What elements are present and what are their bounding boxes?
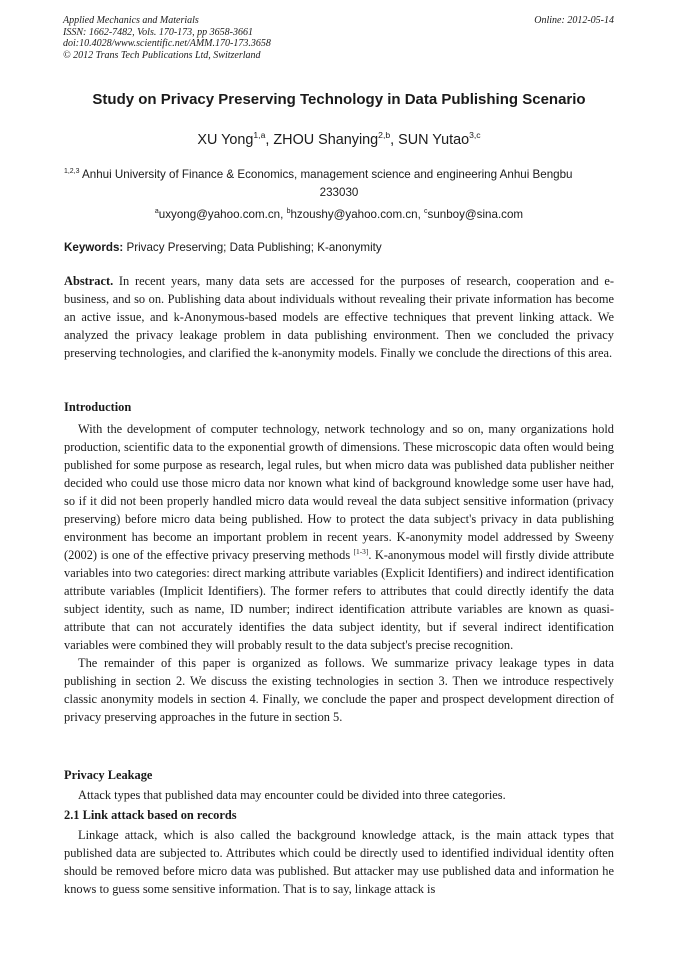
email-sup: a: [154, 208, 159, 216]
author-sup: 3,c: [469, 130, 481, 141]
email-sup: b: [286, 208, 291, 216]
author-name: XU Yong: [197, 132, 254, 148]
author-name: ZHOU Shanying: [273, 132, 379, 148]
journal-name: Applied Mechanics and Materials: [63, 15, 199, 26]
privacy-leakage-heading: Privacy Leakage: [64, 768, 153, 782]
author-sup: 1,a: [253, 130, 266, 141]
section-2-1-text: Linkage attack, which is also called the background knowledge attack, is the main attack types that published data are subjected to. Attributes which could be directly used to identified individual identity often should be removed before micro data was published. But attacker may use published data and information he knows to guess some sensitive information. That is to say, linkage attack is: [64, 828, 614, 896]
abstract-label: Abstract.: [64, 274, 114, 288]
paper-title: Study on Privacy Preserving Technology in Data Publishing Scenario: [92, 91, 586, 108]
keywords: [64, 241, 614, 254]
intro-text: With the development of computer technology, network technology and so on, many organizations hold production, scientific data to the exponential growth of dimensions. These microscopic data often would being published for some purpose as research, legal rules, but when micro data was published data publisher neither decided who could use those micro data nor known what kind of background knowledge some user have had, so if it did not been properly handled micro data would reveal the data subject sensitive information (privacy preserving) before micro data being published. How to protect the data subject's privacy in data publishing environment has become an important problem in recent years. K-anonymity model addressed by Sweeny (2002) is one of the effective privacy preserving methods: [64, 422, 614, 562]
keywords-label: Keywords:: [64, 241, 124, 254]
intro-text: . K-anonymous model will firstly divide attribute variables into two categories: direct marking attribute variables (Explicit Identifiers) and indirect identification attribute variables (Implicit Identifiers). The former refers to attributes that could directly identify the data subject identity, such as name, ID number; indirect identification attribute variables are known as quasi-attribute that can not accurately identifies the data subject identity, but if several indirect identification variables were combined they will probably result to the data subject's precise recognition.: [64, 548, 614, 652]
citation[interactable]: [1-3]: [353, 546, 369, 556]
introduction-body: [64, 420, 614, 726]
introduction-paragraph-2: The remainder of this paper is organized as follows. We summarize privacy leakage types in data publishing in section 2. We discuss the existing technologies in section 3. Then we introduce respectively classic anonymity models in section 4. Finally, we conclude the paper and prospect development direction of privacy preserving approaches in the future in section 5.: [64, 656, 614, 724]
introduction-paragraph-1: [64, 420, 614, 654]
affiliation-line2: 233030: [319, 186, 359, 199]
email-address[interactable]: uxyong@yahoo.com.cn: [158, 208, 281, 221]
introduction-heading: Introduction: [64, 400, 132, 414]
author-list: XU Yong$^{1,a}$, ZHOU Shanying$^{2,b}$, SUN Yutao$^{3,c}$: [197, 130, 481, 148]
affiliation-sup: 1,2,3: [64, 168, 80, 176]
affiliation: [64, 166, 614, 202]
online-date: [534, 15, 614, 27]
email-sup: c: [424, 208, 428, 216]
affiliation-line1: Anhui University of Finance & Economics, management science and engineering Anhui Bengbu: [79, 168, 573, 181]
journal-issn: ISSN: 1662-7482, Vols. 170-173, pp 3658-3661: [63, 26, 253, 38]
privacy-leakage-text: Attack types that published data may encounter could be divided into three categories.: [78, 788, 506, 802]
abstract: [64, 272, 614, 362]
journal-copyright: © 2012 Trans Tech Publications Ltd, Switzerland: [63, 49, 261, 61]
email-address[interactable]: sunboy@sina.com: [427, 208, 524, 221]
journal-doi: doi:10.4028/www.scientific.net/AMM.170-173.3658: [63, 38, 271, 49]
journal-header: [63, 15, 271, 61]
author-name: SUN Yutao: [398, 132, 470, 148]
online-date-text: Online: 2012-05-14: [534, 15, 614, 26]
author-sup: 2,b: [378, 130, 391, 141]
email-address[interactable]: hzoushy@yahoo.com.cn: [290, 208, 418, 221]
email-list: $^a$uxyong@yahoo.com.cn, $^b$hzoushy@yahoo.com.cn, $^c$sunboy@sina.com: [154, 208, 524, 221]
abstract-text: In recent years, many data sets are accessed for the purposes of research, cooperation and e-business, and so on. Publishing data about individuals without revealing their private information has become an active issue, and k-Anonymous-based models are effective techniques that prevent linking attack. We analyzed the privacy leakage problem in data publishing environment. Then we concluded the privacy preserving technologies, and clarified the k-anonymity models. Finally we conclude the directions of this area.: [64, 274, 614, 360]
keywords-text: Privacy Preserving; Data Publishing; K-anonymity: [123, 241, 382, 254]
section-2-1-heading: 2.1 Link attack based on records: [64, 808, 237, 822]
